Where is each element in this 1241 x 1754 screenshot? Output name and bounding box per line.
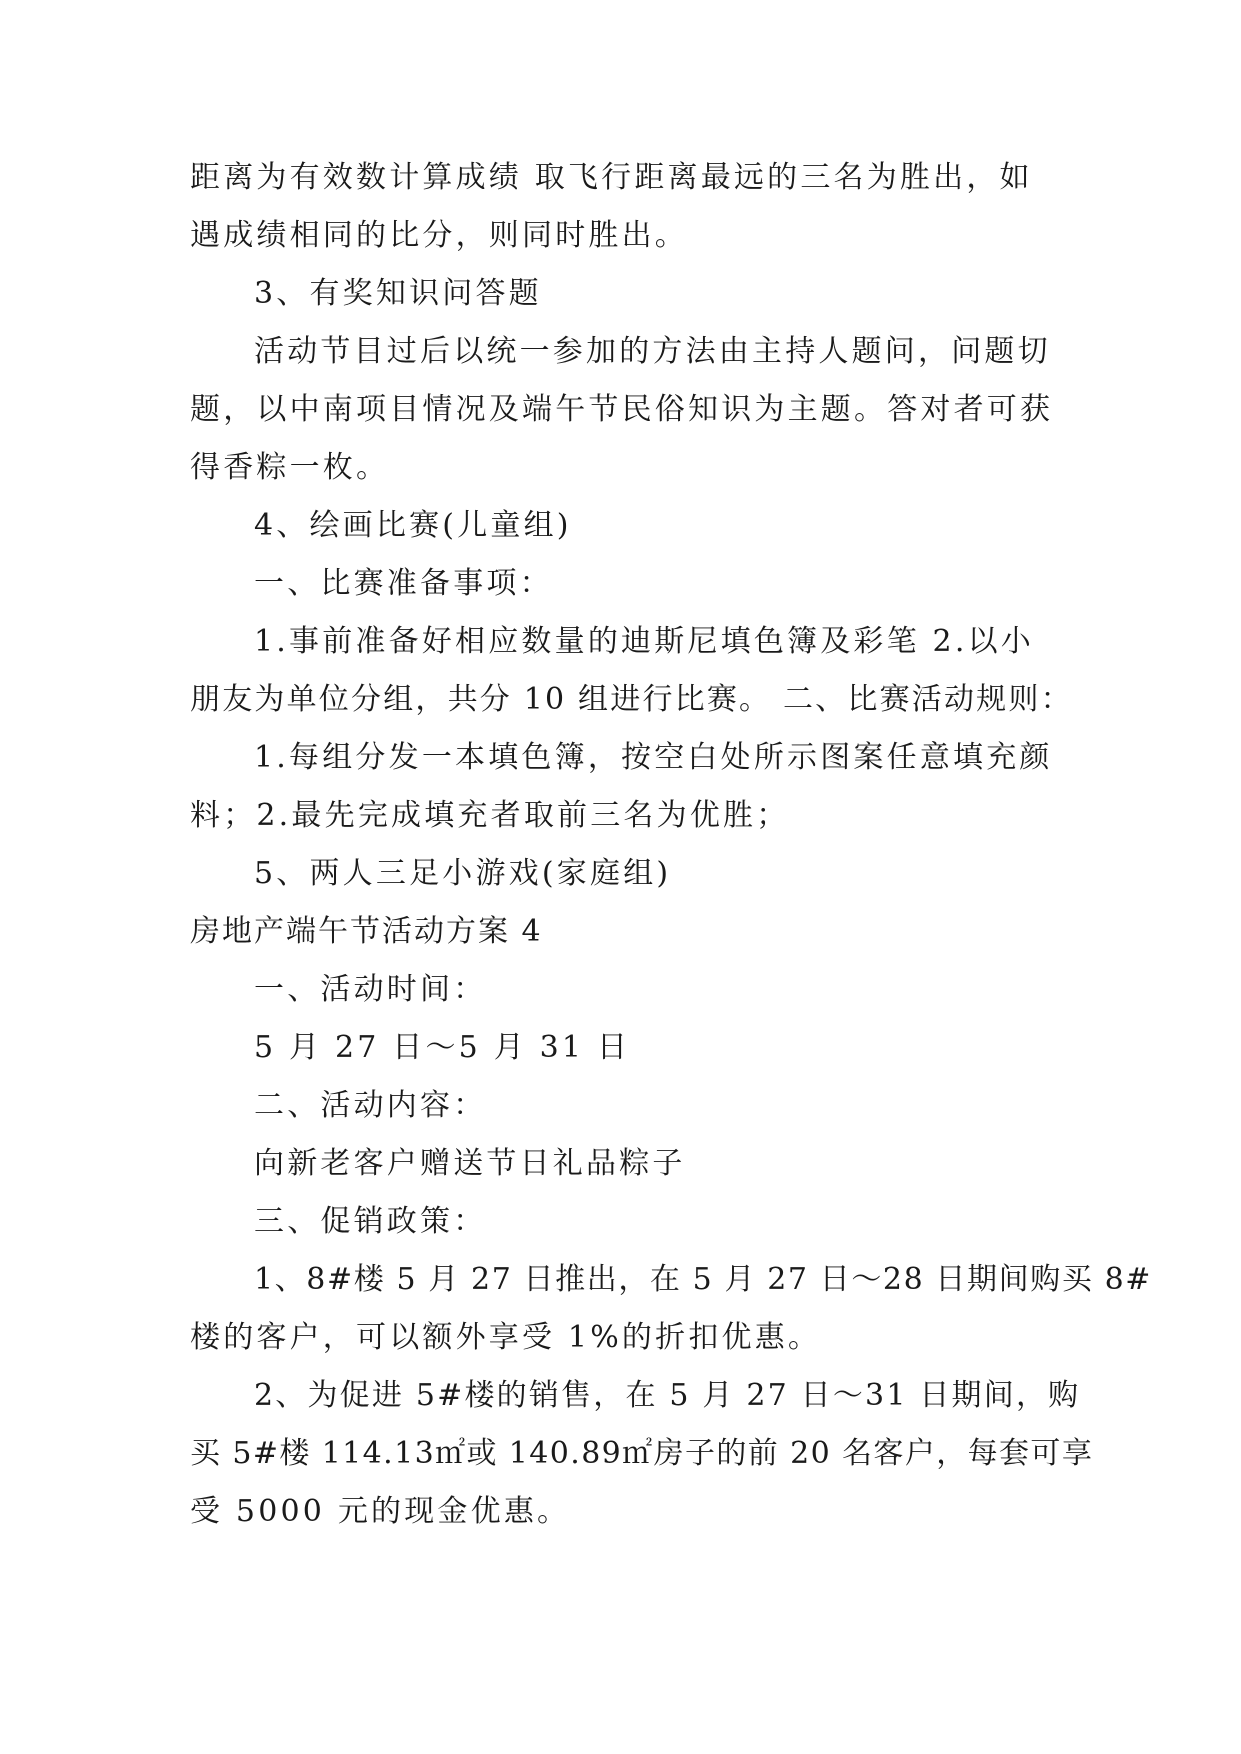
text-line: 受 5000 元的现金优惠。 xyxy=(190,1494,571,1529)
text-line: 距离为有效数计算成绩 取飞行距离最远的三名为胜出，如 xyxy=(190,160,1033,195)
subsection-heading: 一、活动时间： xyxy=(254,972,487,1007)
text-line: 1.事前准备好相应数量的迪斯尼填色簿及彩笔 2.以小 xyxy=(254,624,1034,659)
text-line: 5 月 27 日～5 月 31 日 xyxy=(254,1030,631,1065)
text-line: 买 5#楼 114.13㎡或 140.89㎡房子的前 20 名客户，每套可享 xyxy=(190,1436,1094,1471)
text-line: 向新老客户赠送节日礼品粽子 xyxy=(254,1146,686,1181)
text-line: 朋友为单位分组，共分 10 组进行比赛。 二、比赛活动规则： xyxy=(190,682,1073,717)
text-line: 得香粽一枚。 xyxy=(190,450,390,485)
text-line: 1、8#楼 5 月 27 日推出，在 5 月 27 日～28 日期间购买 8# xyxy=(254,1262,1152,1297)
text-line: 题，以中南项目情况及端午节民俗知识为主题。答对者可获 xyxy=(190,392,1054,427)
text-line: 1.每组分发一本填色簿，按空白处所示图案任意填充颜 xyxy=(254,740,1053,775)
text-line: 遇成绩相同的比分，则同时胜出。 xyxy=(190,218,688,253)
section-heading: 5、两人三足小游戏(家庭组) xyxy=(254,856,672,891)
text-line: 活动节目过后以统一参加的方法由主持人题问，问题切 xyxy=(254,334,1051,369)
subsection-heading: 二、活动内容： xyxy=(254,1088,487,1123)
subsection-heading: 一、比赛准备事项： xyxy=(254,566,553,601)
text-line: 楼的客户，可以额外享受 1%的折扣优惠。 xyxy=(190,1320,822,1355)
document-title: 房地产端午节活动方案 4 xyxy=(190,914,543,949)
subsection-heading: 三、促销政策： xyxy=(254,1204,487,1239)
text-line: 料；2.最先完成填充者取前三名为优胜； xyxy=(190,798,790,833)
section-heading: 3、有奖知识问答题 xyxy=(254,276,542,311)
section-heading: 4、绘画比赛(儿童组) xyxy=(254,508,572,543)
text-line: 2、为促进 5#楼的销售，在 5 月 27 日～31 日期间，购 xyxy=(254,1378,1081,1413)
